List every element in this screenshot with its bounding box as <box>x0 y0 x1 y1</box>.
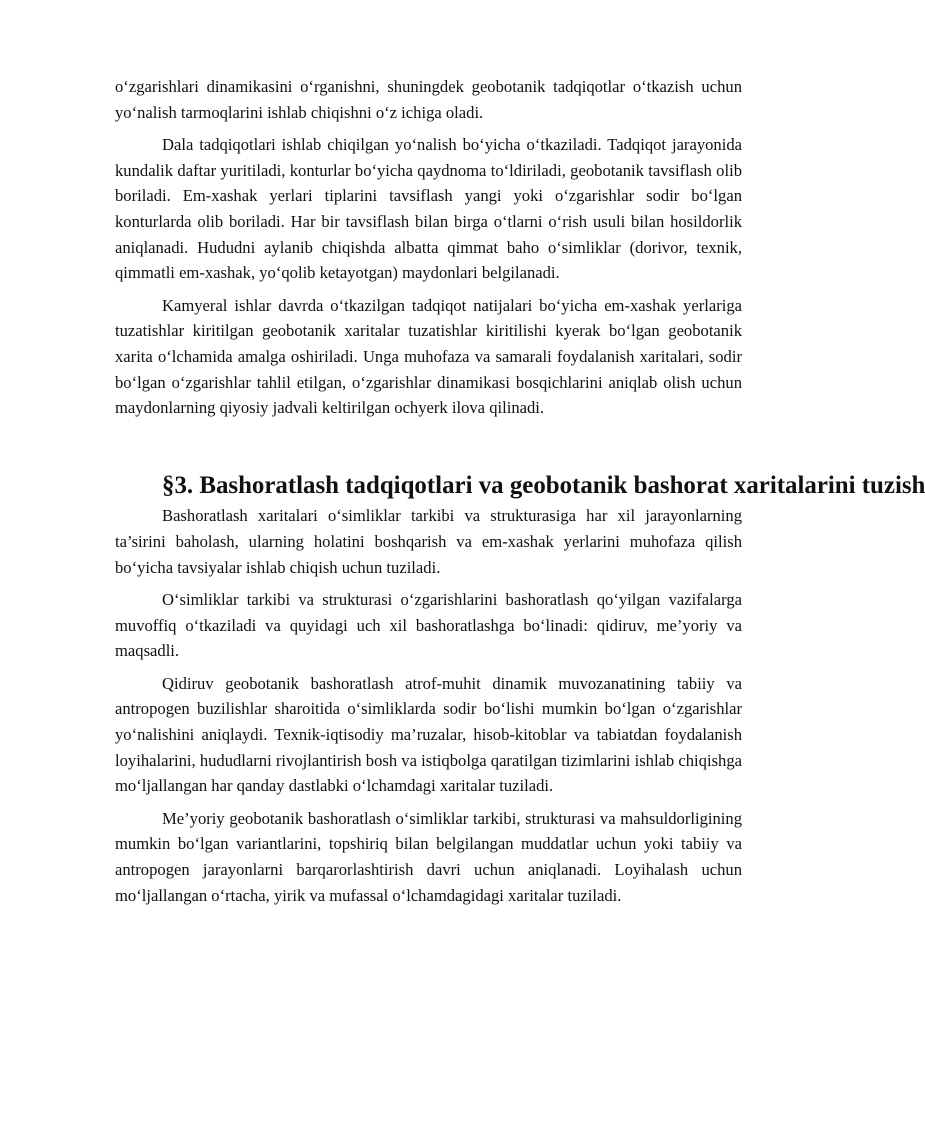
paragraph: o‘zgarishlari dinamikasini o‘rganishni, shuningdek geobotanik tadqiqotlar o‘tkazish uchun yo‘nalish tarmoqlarini ishlab chiqishni o‘z ichiga oladi. <box>115 77 742 122</box>
document-body <box>115 74 925 915</box>
paragraph: Bashoratlash xaritalari o‘simliklar tarkibi va strukturasiga har xil jarayonlarning ta’sirini baholash, ularning holatini boshqarish va em-xashak yerlarini muhofaza qilish bo‘yicha tavsiyalar ishlab chiqish uchun tuziladi. <box>115 506 742 577</box>
paragraph: Dala tadqiqotlari ishlab chiqilgan yo‘nalish bo‘yicha o‘tkaziladi. Tadqiqot jarayonida kundalik daftar yuritiladi, konturlar bo‘yicha qaydnoma to‘ldiriladi, geobotanik tavsiflash olib boriladi. Em-xashak yerlari tiplarini tavsiflash yangi yoki o‘zgarishlar sodir bo‘lgan konturlarda olib boriladi. Har bir tavsiflash bilan birga o‘tlarni o‘rish usuli bilan hosildorlik aniqlanadi. Hududni aylanib chiqishda albatta qimmat baho o‘simliklar (dorivor, texnik, qimmatli em-xashak, yo‘qolib ketayotgan) maydonlari belgilanadi. <box>115 135 742 283</box>
section-heading: §3. Bashoratlash tadqiqotlari va geobotanik bashorat xaritalarini tuzish <box>162 471 925 499</box>
paragraph: Kamyeral ishlar davrda o‘tkazilgan tadqiqot natijalari bo‘yicha em-xashak yerlariga tuzatishlar kiritilgan geobotanik xaritalar tuzatishlar kiritilishi kyerak bo‘lgan geobotanik xarita o‘lchamida amalga oshiriladi. Unga muhofaza va samarali foydalanish xaritalari, sodir bo‘lgan o‘zgarishlar tahlil etilgan, o‘zgarishlar dinamikasi bosqichlarini aniqlab olish uchun maydonlarning qiyosiy jadvali keltirilgan ochyerk ilova qilinadi. <box>115 295 742 418</box>
paragraph: O‘simliklar tarkibi va strukturasi o‘zgarishlarini bashoratlash qo‘yilgan vazifalarga muvoffiq o‘tkaziladi va quyidagi uch xil bashoratlashga bo‘linadi: qidiruv, me’yoriy va maqsadli. <box>115 590 742 661</box>
paragraph: Me’yoriy geobotanik bashoratlash o‘simliklar tarkibi, strukturasi va mahsuldorligining mumkin bo‘lgan variantlarini, topshiriq bilan belgilangan muddatlar uchun yoki tabiiy va antropogen jarayonlarni barqarorlashtirish davri uchun aniqlanadi. Loyihalash uchun mo‘ljallangan o‘rtacha, yirik va mufassal o‘lchamdagidagi xaritalar tuziladi. <box>115 808 742 905</box>
paragraph: Qidiruv geobotanik bashoratlash atrof-muhit dinamik muvozanatining tabiiy va antropogen buzilishlar sharoitida o‘simliklarda sodir bo‘lishi mumkin bo‘lgan o‘zgarishlar yo‘nalishini aniqlaydi. Texnik-iqtisodiy ma’ruzalar, hisob-kitoblar va tabiatdan foydalanish loyihalarini, hududlarni rivojlantirish bosh va istiqbolga qaratilgan tizimlarini ishlab chiqishga mo‘ljallangan har qanday dastlabki o‘lchamdagi xaritalar tuziladi. <box>115 673 742 796</box>
